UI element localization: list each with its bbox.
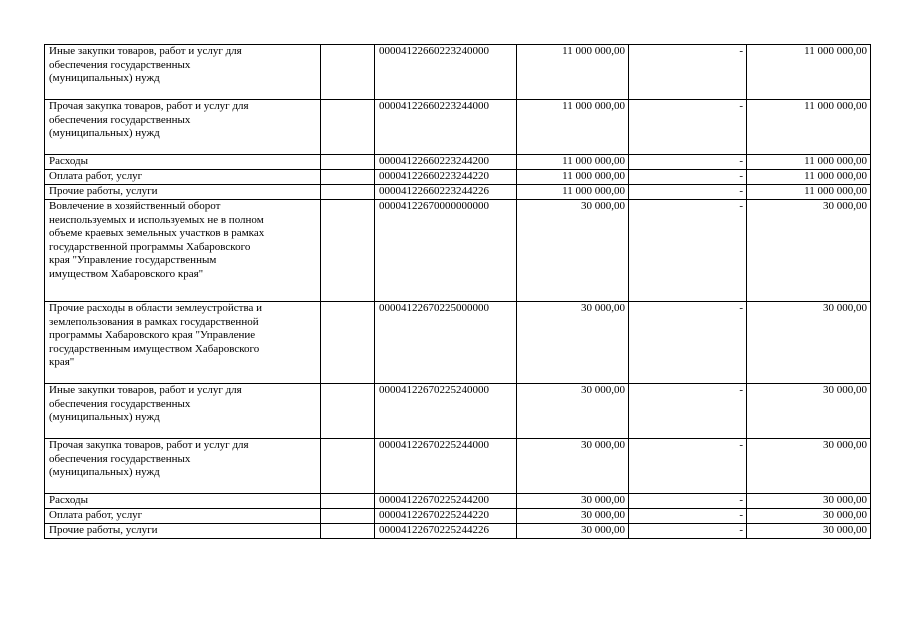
row-dash-cell: - xyxy=(629,100,747,155)
row-sum-cell: 30 000,00 xyxy=(517,302,629,384)
table-row xyxy=(45,384,871,439)
table-row xyxy=(45,170,871,185)
row-empty-cell xyxy=(321,100,375,155)
row-sum-cell: 11 000 000,00 xyxy=(517,185,629,200)
row-name-cell: Оплата работ, услуг xyxy=(45,170,321,185)
row-total-cell: 30 000,00 xyxy=(747,200,871,302)
table-row xyxy=(45,509,871,524)
row-total-cell: 11 000 000,00 xyxy=(747,100,871,155)
row-name-cell: Иные закупки товаров, работ и услуг для обеспечения государственных (муниципальных) нужд xyxy=(45,384,321,439)
row-dash-cell: - xyxy=(629,302,747,384)
row-name-cell: Вовлечение в хозяйственный оборот неиспользуемых и используемых не в полном объеме краевых земельных участков в рамках государственной программы Хабаровского края "Управление государственным имуществом Хабаровского края" xyxy=(45,200,321,302)
row-dash-cell: - xyxy=(629,384,747,439)
row-dash-cell: - xyxy=(629,200,747,302)
row-code-cell: 00004122660223244200 xyxy=(375,155,517,170)
row-name-cell: Прочие расходы в области землеустройства и землепользования в рамках государственной программы Хабаровского края "Управление государственным имуществом Хабаровского края" xyxy=(45,302,321,384)
row-code-cell: 00004122670000000000 xyxy=(375,200,517,302)
row-code-cell: 00004122670225000000 xyxy=(375,302,517,384)
row-dash-cell: - xyxy=(629,494,747,509)
row-total-cell: 30 000,00 xyxy=(747,384,871,439)
row-sum-cell: 30 000,00 xyxy=(517,200,629,302)
row-total-cell: 11 000 000,00 xyxy=(747,170,871,185)
row-total-cell: 30 000,00 xyxy=(747,439,871,494)
row-name-cell: Расходы xyxy=(45,155,321,170)
row-sum-cell: 30 000,00 xyxy=(517,509,629,524)
row-name-cell: Прочие работы, услуги xyxy=(45,524,321,539)
row-empty-cell xyxy=(321,302,375,384)
table-row xyxy=(45,200,871,302)
row-dash-cell: - xyxy=(629,170,747,185)
row-empty-cell xyxy=(321,45,375,100)
row-name-cell: Прочая закупка товаров, работ и услуг для обеспечения государственных (муниципальных) нужд xyxy=(45,100,321,155)
row-total-cell: 30 000,00 xyxy=(747,509,871,524)
row-total-cell: 11 000 000,00 xyxy=(747,155,871,170)
row-code-cell: 00004122670225244220 xyxy=(375,509,517,524)
row-name-cell: Иные закупки товаров, работ и услуг для обеспечения государственных (муниципальных) нужд xyxy=(45,45,321,100)
row-code-cell: 00004122670225244000 xyxy=(375,439,517,494)
table-row xyxy=(45,100,871,155)
row-dash-cell: - xyxy=(629,185,747,200)
row-sum-cell: 11 000 000,00 xyxy=(517,45,629,100)
table-row xyxy=(45,494,871,509)
row-code-cell: 00004122660223244226 xyxy=(375,185,517,200)
row-empty-cell xyxy=(321,384,375,439)
row-dash-cell: - xyxy=(629,509,747,524)
row-total-cell: 30 000,00 xyxy=(747,524,871,539)
row-empty-cell xyxy=(321,170,375,185)
row-name-cell: Оплата работ, услуг xyxy=(45,509,321,524)
row-sum-cell: 11 000 000,00 xyxy=(517,170,629,185)
table-row xyxy=(45,185,871,200)
row-code-cell: 00004122670225240000 xyxy=(375,384,517,439)
table-row xyxy=(45,439,871,494)
row-code-cell: 00004122670225244200 xyxy=(375,494,517,509)
row-dash-cell: - xyxy=(629,524,747,539)
row-sum-cell: 11 000 000,00 xyxy=(517,100,629,155)
row-sum-cell: 30 000,00 xyxy=(517,439,629,494)
row-empty-cell xyxy=(321,524,375,539)
row-total-cell: 30 000,00 xyxy=(747,494,871,509)
row-sum-cell: 30 000,00 xyxy=(517,384,629,439)
row-name-cell: Прочая закупка товаров, работ и услуг для обеспечения государственных (муниципальных) нужд xyxy=(45,439,321,494)
table-row xyxy=(45,45,871,100)
row-name-cell: Прочие работы, услуги xyxy=(45,185,321,200)
row-code-cell: 00004122660223244000 xyxy=(375,100,517,155)
row-sum-cell: 30 000,00 xyxy=(517,524,629,539)
row-code-cell: 00004122660223244220 xyxy=(375,170,517,185)
row-total-cell: 11 000 000,00 xyxy=(747,45,871,100)
row-dash-cell: - xyxy=(629,155,747,170)
row-empty-cell xyxy=(321,509,375,524)
table-row xyxy=(45,302,871,384)
row-total-cell: 30 000,00 xyxy=(747,302,871,384)
row-empty-cell xyxy=(321,439,375,494)
table-row xyxy=(45,155,871,170)
row-dash-cell: - xyxy=(629,45,747,100)
row-empty-cell xyxy=(321,155,375,170)
row-code-cell: 00004122660223240000 xyxy=(375,45,517,100)
row-code-cell: 00004122670225244226 xyxy=(375,524,517,539)
table-row xyxy=(45,524,871,539)
row-dash-cell: - xyxy=(629,439,747,494)
row-sum-cell: 30 000,00 xyxy=(517,494,629,509)
row-empty-cell xyxy=(321,185,375,200)
budget-table xyxy=(44,44,871,539)
row-sum-cell: 11 000 000,00 xyxy=(517,155,629,170)
row-empty-cell xyxy=(321,494,375,509)
row-empty-cell xyxy=(321,200,375,302)
budget-table-body xyxy=(45,45,871,539)
row-total-cell: 11 000 000,00 xyxy=(747,185,871,200)
row-name-cell: Расходы xyxy=(45,494,321,509)
